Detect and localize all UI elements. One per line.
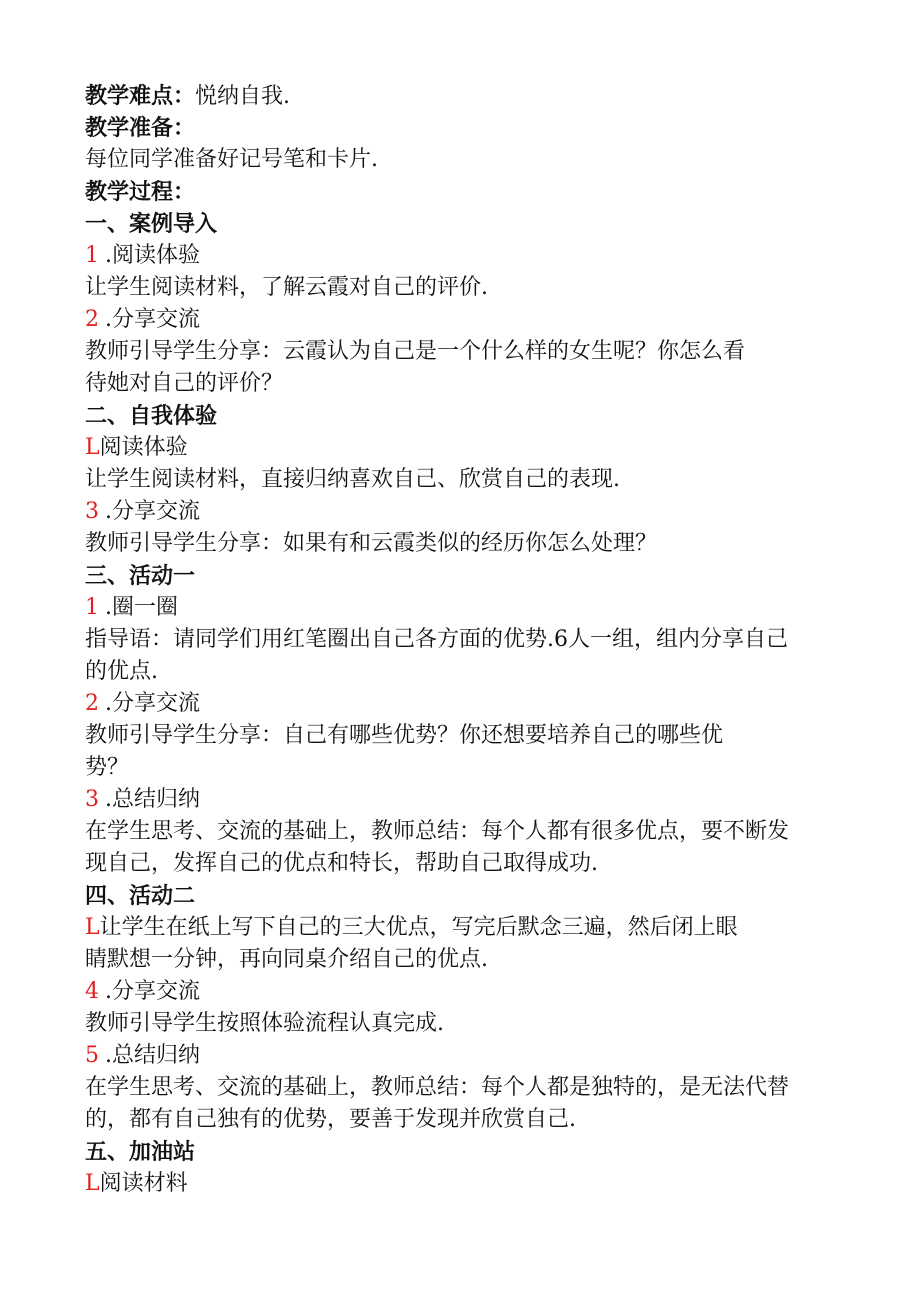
section-heading-3: 三、活动一 [85,563,196,589]
prep-text: 每位同学准备好记号笔和卡片. [85,147,378,172]
paragraph-line: 待她对自己的评价？ [85,371,284,396]
item-number: 4 [85,979,99,1004]
section-heading-5: 五、加油站 [85,1139,196,1165]
prep-heading: 教学准备： [85,115,196,141]
list-item-title [85,592,845,624]
item-number: 3 [85,787,99,812]
item-title: .分享交流 [105,691,200,716]
list-item-title [85,240,845,272]
item-number: 5 [85,1043,99,1068]
item-title: .阅读体验 [105,243,200,268]
item-title: 阅读材料 [99,1171,188,1196]
paragraph: 让学生阅读材料，直接归纳喜欢自己、欣赏自己的表现. [85,467,620,492]
paragraph-line: 的，都有自己独有的优势，要善于发现并欣赏自己. [85,1107,576,1132]
list-item-title [85,432,845,464]
list-item-title [85,304,845,336]
paragraph-line: 在学生思考、交流的基础上，教师总结：每个人都是独特的，是无法代替 [85,1075,790,1100]
item-number: L [85,435,100,460]
paragraph-line: 睛默想一分钟，再向同桌介绍自己的优点. [85,947,488,972]
list-item-title [85,784,845,816]
item-number: L [85,1171,100,1196]
difficulty-line [85,80,845,112]
paragraph: 教师引导学生按照体验流程认真完成. [85,1011,444,1036]
paragraph-line [85,912,845,944]
item-title: .总结归纳 [105,787,200,812]
list-item-title [85,1040,845,1072]
item-number: 1 [85,595,99,620]
list-item-title [85,1168,845,1200]
list-item-title [85,496,845,528]
item-title: .分享交流 [105,307,200,332]
item-title: .分享交流 [105,979,200,1004]
item-title: .圈一圈 [105,595,178,620]
item-number: 3 [85,499,99,524]
difficulty-label: 教学难点： [85,83,196,109]
paragraph: 教师引导学生分享：如果有和云霞类似的经历你怎么处理？ [85,531,658,556]
paragraph-line: 在学生思考、交流的基础上，教师总结：每个人都有很多优点，要不断发 [85,819,790,844]
process-heading: 教学过程： [85,179,196,205]
item-title: .分享交流 [105,499,200,524]
section-heading-1: 一、案例导入 [85,211,218,237]
paragraph-line: 教师引导学生分享：云霞认为自己是一个什么样的女生呢？你怎么看 [85,339,746,364]
list-item-title [85,688,845,720]
list-item-title [85,976,845,1008]
paragraph-line: 教师引导学生分享：自己有哪些优势？你还想要培养自己的哪些优 [85,723,724,748]
difficulty-text: 悦纳自我. [195,84,291,109]
paragraph-line: 指导语：请同学们用红笔圈出自己各方面的优势.6人一组，组内分享自己 [85,627,788,652]
paragraph-line: 势？ [85,755,130,780]
document-body [85,80,845,1200]
item-number: 2 [85,307,99,332]
item-number: 2 [85,691,99,716]
item-text: 让学生在纸上写下自己的三大优点，写完后默念三遍，然后闭上眼 [99,915,738,940]
section-heading-2: 二、自我体验 [85,403,218,429]
item-number: L [85,915,100,940]
paragraph-line: 的优点. [85,659,158,684]
item-title: 阅读体验 [99,435,188,460]
paragraph: 让学生阅读材料，了解云霞对自己的评价. [85,275,488,300]
paragraph-line: 现自己，发挥自己的优点和特长，帮助自己取得成功. [85,851,598,876]
section-heading-4: 四、活动二 [85,883,196,909]
item-number: 1 [85,243,99,268]
item-title: .总结归纳 [105,1043,200,1068]
